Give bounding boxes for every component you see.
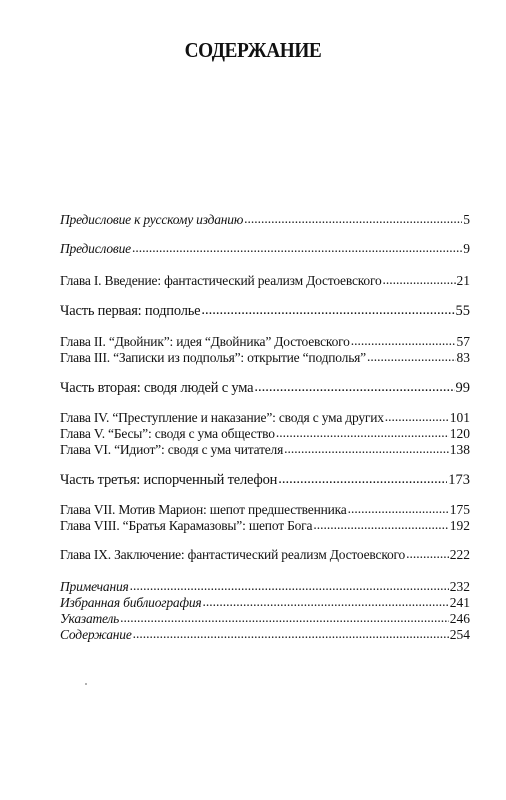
toc-entry-label: Избранная библиография [60, 595, 202, 610]
leader-dots [367, 350, 456, 362]
leader-dots [130, 579, 449, 591]
toc-entry-label: Часть вторая: сводя людей с ума [60, 380, 254, 396]
toc-entry-page: 83 [456, 350, 470, 365]
leader-dots [244, 212, 462, 224]
toc-entry-label: Глава III. “Записки из подполья”: открытие “подполья” [60, 350, 366, 365]
toc-entry-part-2 [60, 380, 470, 396]
toc-entry-part-1 [60, 303, 470, 319]
toc-entry-label: Глава VI. “Идиот”: сводя с ума читателя [60, 442, 284, 457]
leader-dots [278, 472, 447, 484]
leader-dots [385, 410, 449, 422]
toc-entry-page: 55 [455, 303, 470, 319]
toc-entry-label: Глава I. Введение: фантастический реализм Достоевского [60, 273, 382, 288]
toc-entry-chapter-9 [60, 547, 470, 563]
leader-dots [201, 303, 454, 315]
leader-dots [254, 380, 454, 392]
toc-entry-label: Глава VII. Мотив Марион: шепот предшественника [60, 502, 347, 517]
toc-entry-page: 99 [455, 380, 470, 396]
toc-entry-page: 5 [463, 212, 470, 227]
toc-entry-label: Глава IX. Заключение: фантастический реализм Достоевского [60, 547, 406, 562]
leader-dots [406, 547, 449, 559]
toc-entry-page: 21 [456, 273, 470, 288]
toc-entry-chapter-8 [60, 518, 470, 534]
toc-entry-page: 222 [449, 547, 470, 562]
toc-entry-label: Глава IV. “Преступление и наказание”: сводя с ума других [60, 410, 384, 425]
toc-entry-label: Глава II. “Двойник”: идея “Двойника” Достоевского [60, 334, 350, 349]
toc-entry-label: Примечания [60, 579, 129, 594]
toc-entry-chapter-2 [60, 334, 470, 350]
toc-entry-label: Предисловие [60, 241, 131, 256]
toc-entry-page: 175 [449, 502, 470, 517]
toc-entry-chapter-4 [60, 410, 470, 426]
toc-entry-chapter-7 [60, 502, 470, 518]
toc-entry-page: 138 [449, 442, 470, 457]
toc-entry-page: 246 [449, 611, 470, 626]
leader-dots [132, 241, 462, 253]
leader-dots [351, 334, 456, 346]
table-of-contents [60, 0, 470, 800]
toc-entry-page: 101 [449, 410, 470, 425]
leader-dots [276, 426, 449, 438]
toc-entry-label: Часть третья: испорченный телефон [60, 472, 278, 488]
toc-entry-label: Предисловие к русскому изданию [60, 212, 244, 227]
toc-entry-page: 9 [463, 241, 470, 256]
toc-entry-notes [60, 579, 470, 595]
leader-dots [383, 273, 456, 285]
toc-entry-label: Часть первая: подполье [60, 303, 201, 319]
toc-entry-label: Указатель [60, 611, 120, 626]
toc-entry-part-3 [60, 472, 470, 488]
leader-dots [202, 595, 448, 607]
toc-entry-index [60, 611, 470, 627]
toc-entry-contents [60, 627, 470, 643]
toc-entry-preface-russian [60, 212, 470, 228]
toc-entry-chapter-5 [60, 426, 470, 442]
toc-entry-chapter-3 [60, 350, 470, 366]
toc-entry-page: 57 [456, 334, 470, 349]
toc-entry-preface [60, 241, 470, 257]
toc-entry-chapter-6 [60, 442, 470, 458]
toc-entry-page: 173 [448, 472, 470, 488]
toc-entry-label: Глава VIII. “Братья Карамазовы”: шепот Бога [60, 518, 313, 533]
page-title: СОДЕРЖАНИЕ [184, 38, 322, 62]
toc-entry-page: 254 [449, 627, 470, 642]
toc-entry-page: 192 [449, 518, 470, 533]
toc-entry-label: Глава V. “Бесы”: сводя с ума общество [60, 426, 275, 441]
toc-entry-chapter-1 [60, 273, 470, 289]
toc-entry-page: 241 [449, 595, 470, 610]
toc-entry-page: 232 [449, 579, 470, 594]
leader-dots [313, 518, 448, 530]
leader-dots [348, 502, 449, 514]
toc-entry-label: Содержание [60, 627, 132, 642]
leader-dots [284, 442, 449, 454]
leader-dots [120, 611, 449, 623]
leader-dots [133, 627, 449, 639]
scan-speck [85, 683, 87, 685]
toc-entry-page: 120 [449, 426, 470, 441]
toc-entry-bibliography [60, 595, 470, 611]
